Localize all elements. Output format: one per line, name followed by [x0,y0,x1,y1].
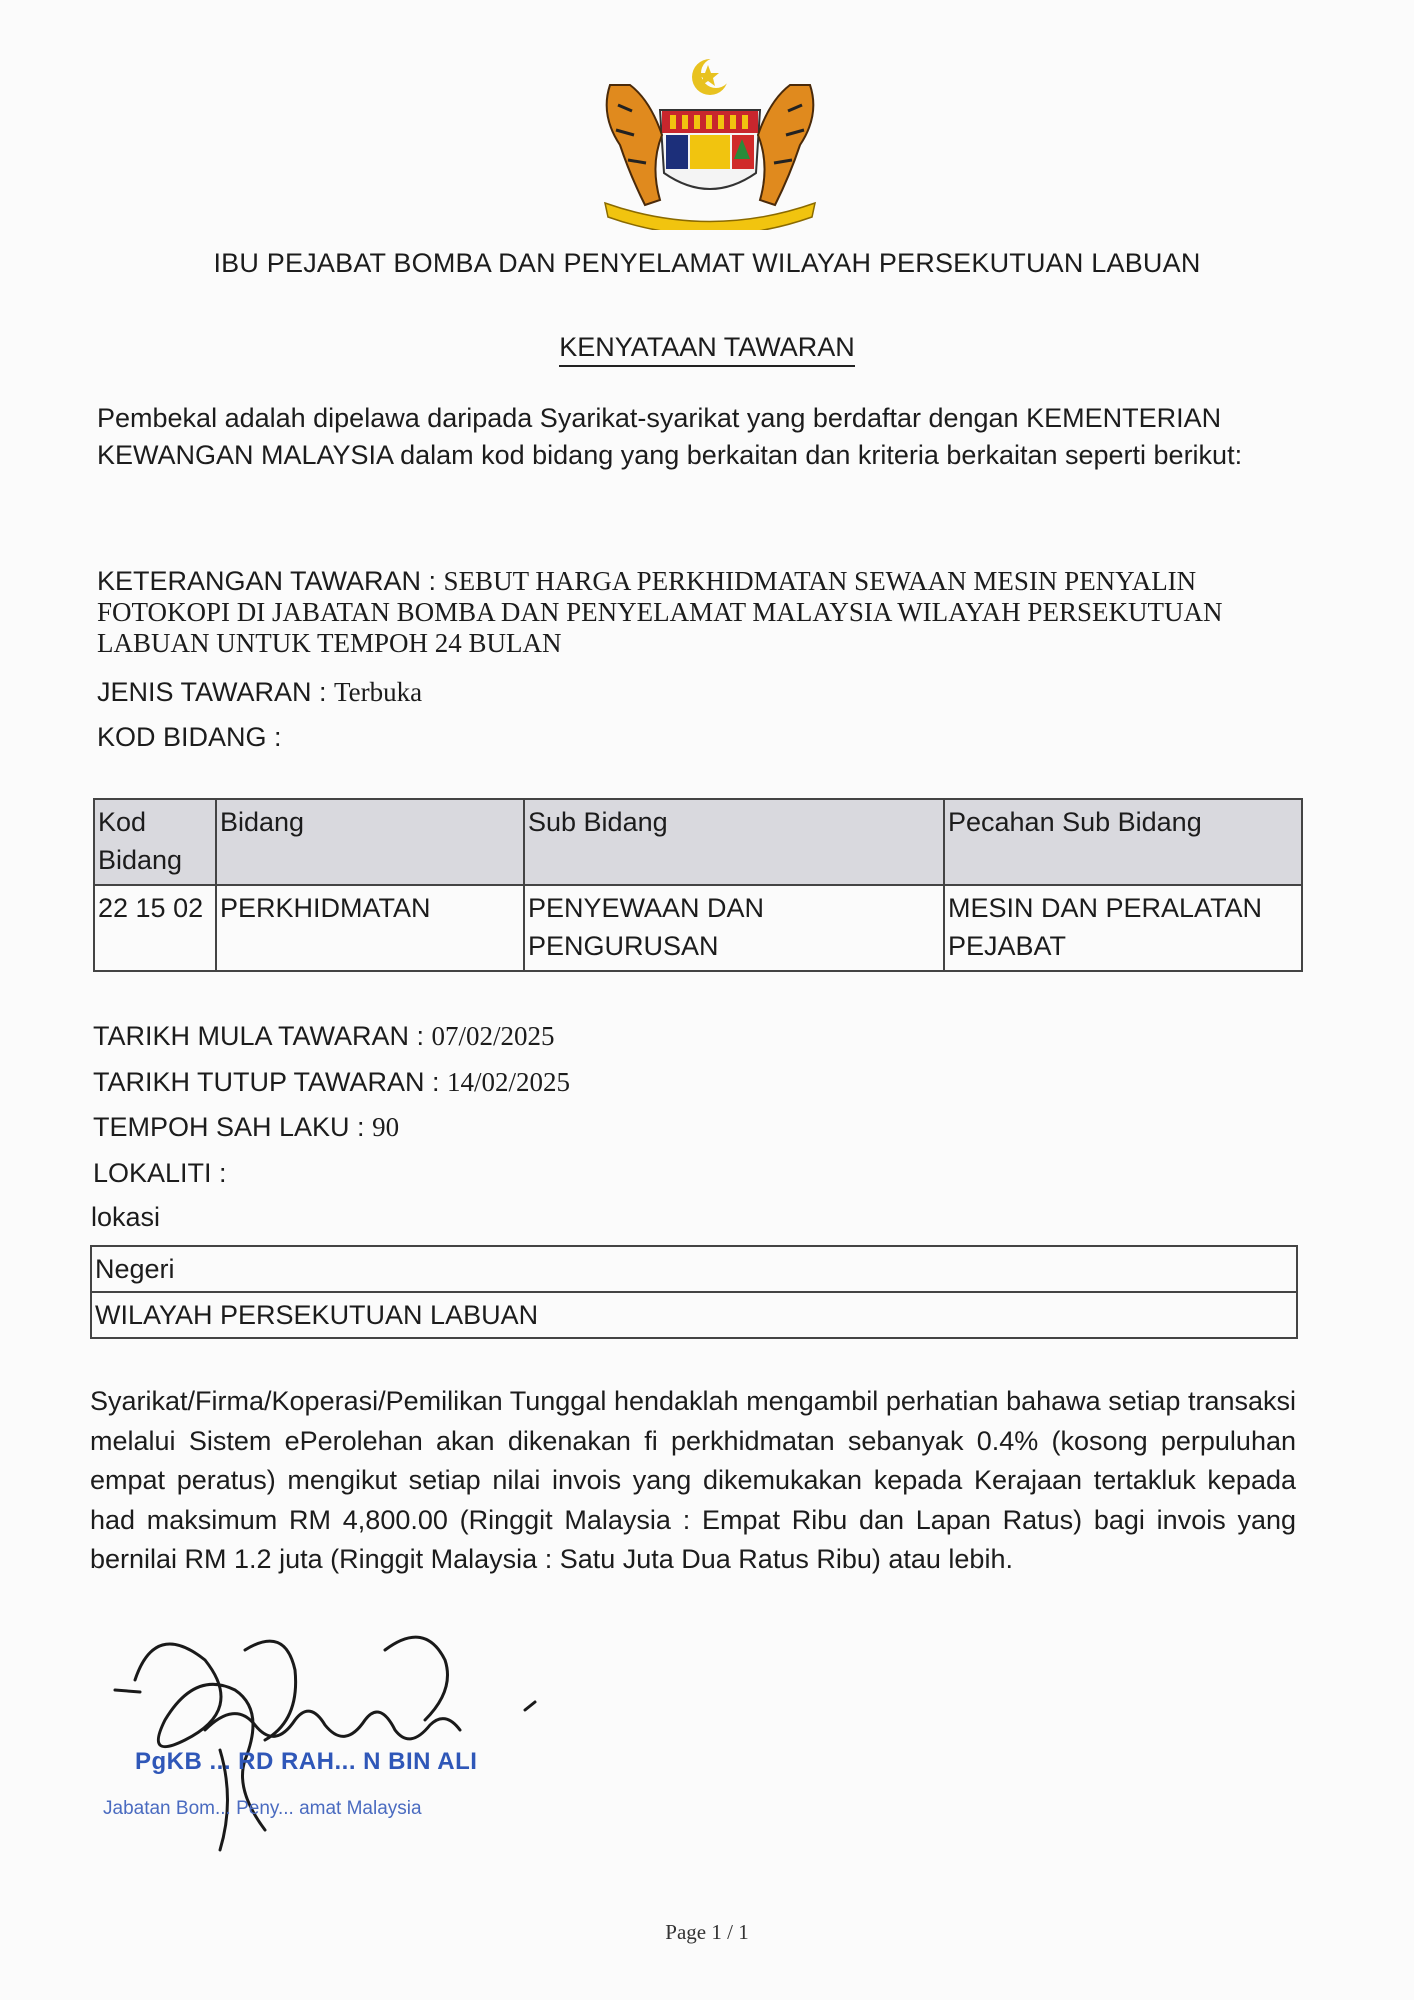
table-cell: PERKHIDMATAN [216,885,524,971]
coat-of-arms-icon [590,55,830,230]
table-header-cell: Sub Bidang [524,799,944,885]
fee-notice-paragraph: Syarikat/Firma/Koperasi/Pemilikan Tunggal hendaklah mengambil perhatian bahawa setiap transaksi melalui Sistem ePerolehan akan dikenakan fi perkhidmatan sebanyak 0.4% (kosong perpuluhan empat peratus) mengikut setiap nilai invois yang dikemukakan kepada Kerajaan tertakluk kepada had maksimum RM 4,800.00 (Ringgit Malaysia : Empat Ribu dan Lapan Ratus) bagi invois yang bernilai RM 1.2 juta (Ringgit Malaysia : Satu Juta Dua Ratus Ribu) atau lebih. [90,1386,1296,1574]
close-date-value: 14/02/2025 [447,1067,571,1097]
table-header-row [94,799,1302,885]
offer-type [97,676,422,708]
offer-type-value: Terbuka [334,677,423,707]
validity-period [93,1111,399,1143]
table-header-cell: Bidang [216,799,524,885]
table-header-cell: Kod Bidang [94,799,216,885]
page-number: Page 1 / 1 [665,1920,749,1944]
field-code-table [93,798,1303,972]
close-date-label: TARIKH TUTUP TAWARAN : [93,1067,448,1097]
start-date [93,1020,555,1052]
validity-period-label: TEMPOH SAH LAKU : [93,1112,373,1142]
table-header-cell: Negeri [91,1246,1297,1292]
table-header-row [91,1246,1297,1292]
location-label: lokasi [91,1202,161,1232]
start-date-label: TARIKH MULA TAWARAN : [93,1021,432,1051]
signatory-department-stamp: Jabatan Bom... Peny... amat Malaysia [103,1798,422,1819]
table-row [94,885,1302,971]
table-cell: PENYEWAAN DAN PENGURUSAN [524,885,944,971]
start-date-value: 07/02/2025 [431,1021,555,1051]
intro-paragraph: Pembekal adalah dipelawa daripada Syarikat-syarikat yang berdaftar dengan KEMENTERIAN KEWANGAN MALAYSIA dalam kod bidang yang berkaitan dan kriteria berkaitan seperti berikut: [97,403,1243,470]
field-code-label: KOD BIDANG : [97,722,282,752]
document-title [0,332,1414,363]
validity-period-value: 90 [372,1112,400,1142]
offer-description-label: KETERANGAN TAWARAN : [97,566,444,596]
offer-description [97,566,1327,659]
table-header-cell: Pecahan Sub Bidang [944,799,1302,885]
table-cell: WILAYAH PERSEKUTUAN LABUAN [91,1292,1297,1338]
table-row [91,1292,1297,1338]
offer-description-value: SEBUT HARGA PERKHIDMATAN SEWAAN MESIN PENYALIN FOTOKOPI DI JABATAN BOMBA DAN PENYELAMAT MALAYSIA WILAYAH PERSEKUTUAN LABUAN UNTUK TEMPOH 24 BULAN [97,566,1223,658]
offer-type-label: JENIS TAWARAN : [97,677,335,707]
location-table [90,1245,1298,1339]
close-date [93,1066,570,1098]
document-title-text: KENYATAAN TAWARAN [559,332,855,367]
table-cell: 22 15 02 [94,885,216,971]
table-cell: MESIN DAN PERALATAN PEJABAT [944,885,1302,971]
signatory-name-stamp: PgKB ... RD RAH... N BIN ALI [135,1748,478,1775]
locality-label: LOKALITI : [93,1158,227,1188]
organization-title: IBU PEJABAT BOMBA DAN PENYELAMAT WILAYAH PERSEKUTUAN LABUAN [213,248,1201,278]
